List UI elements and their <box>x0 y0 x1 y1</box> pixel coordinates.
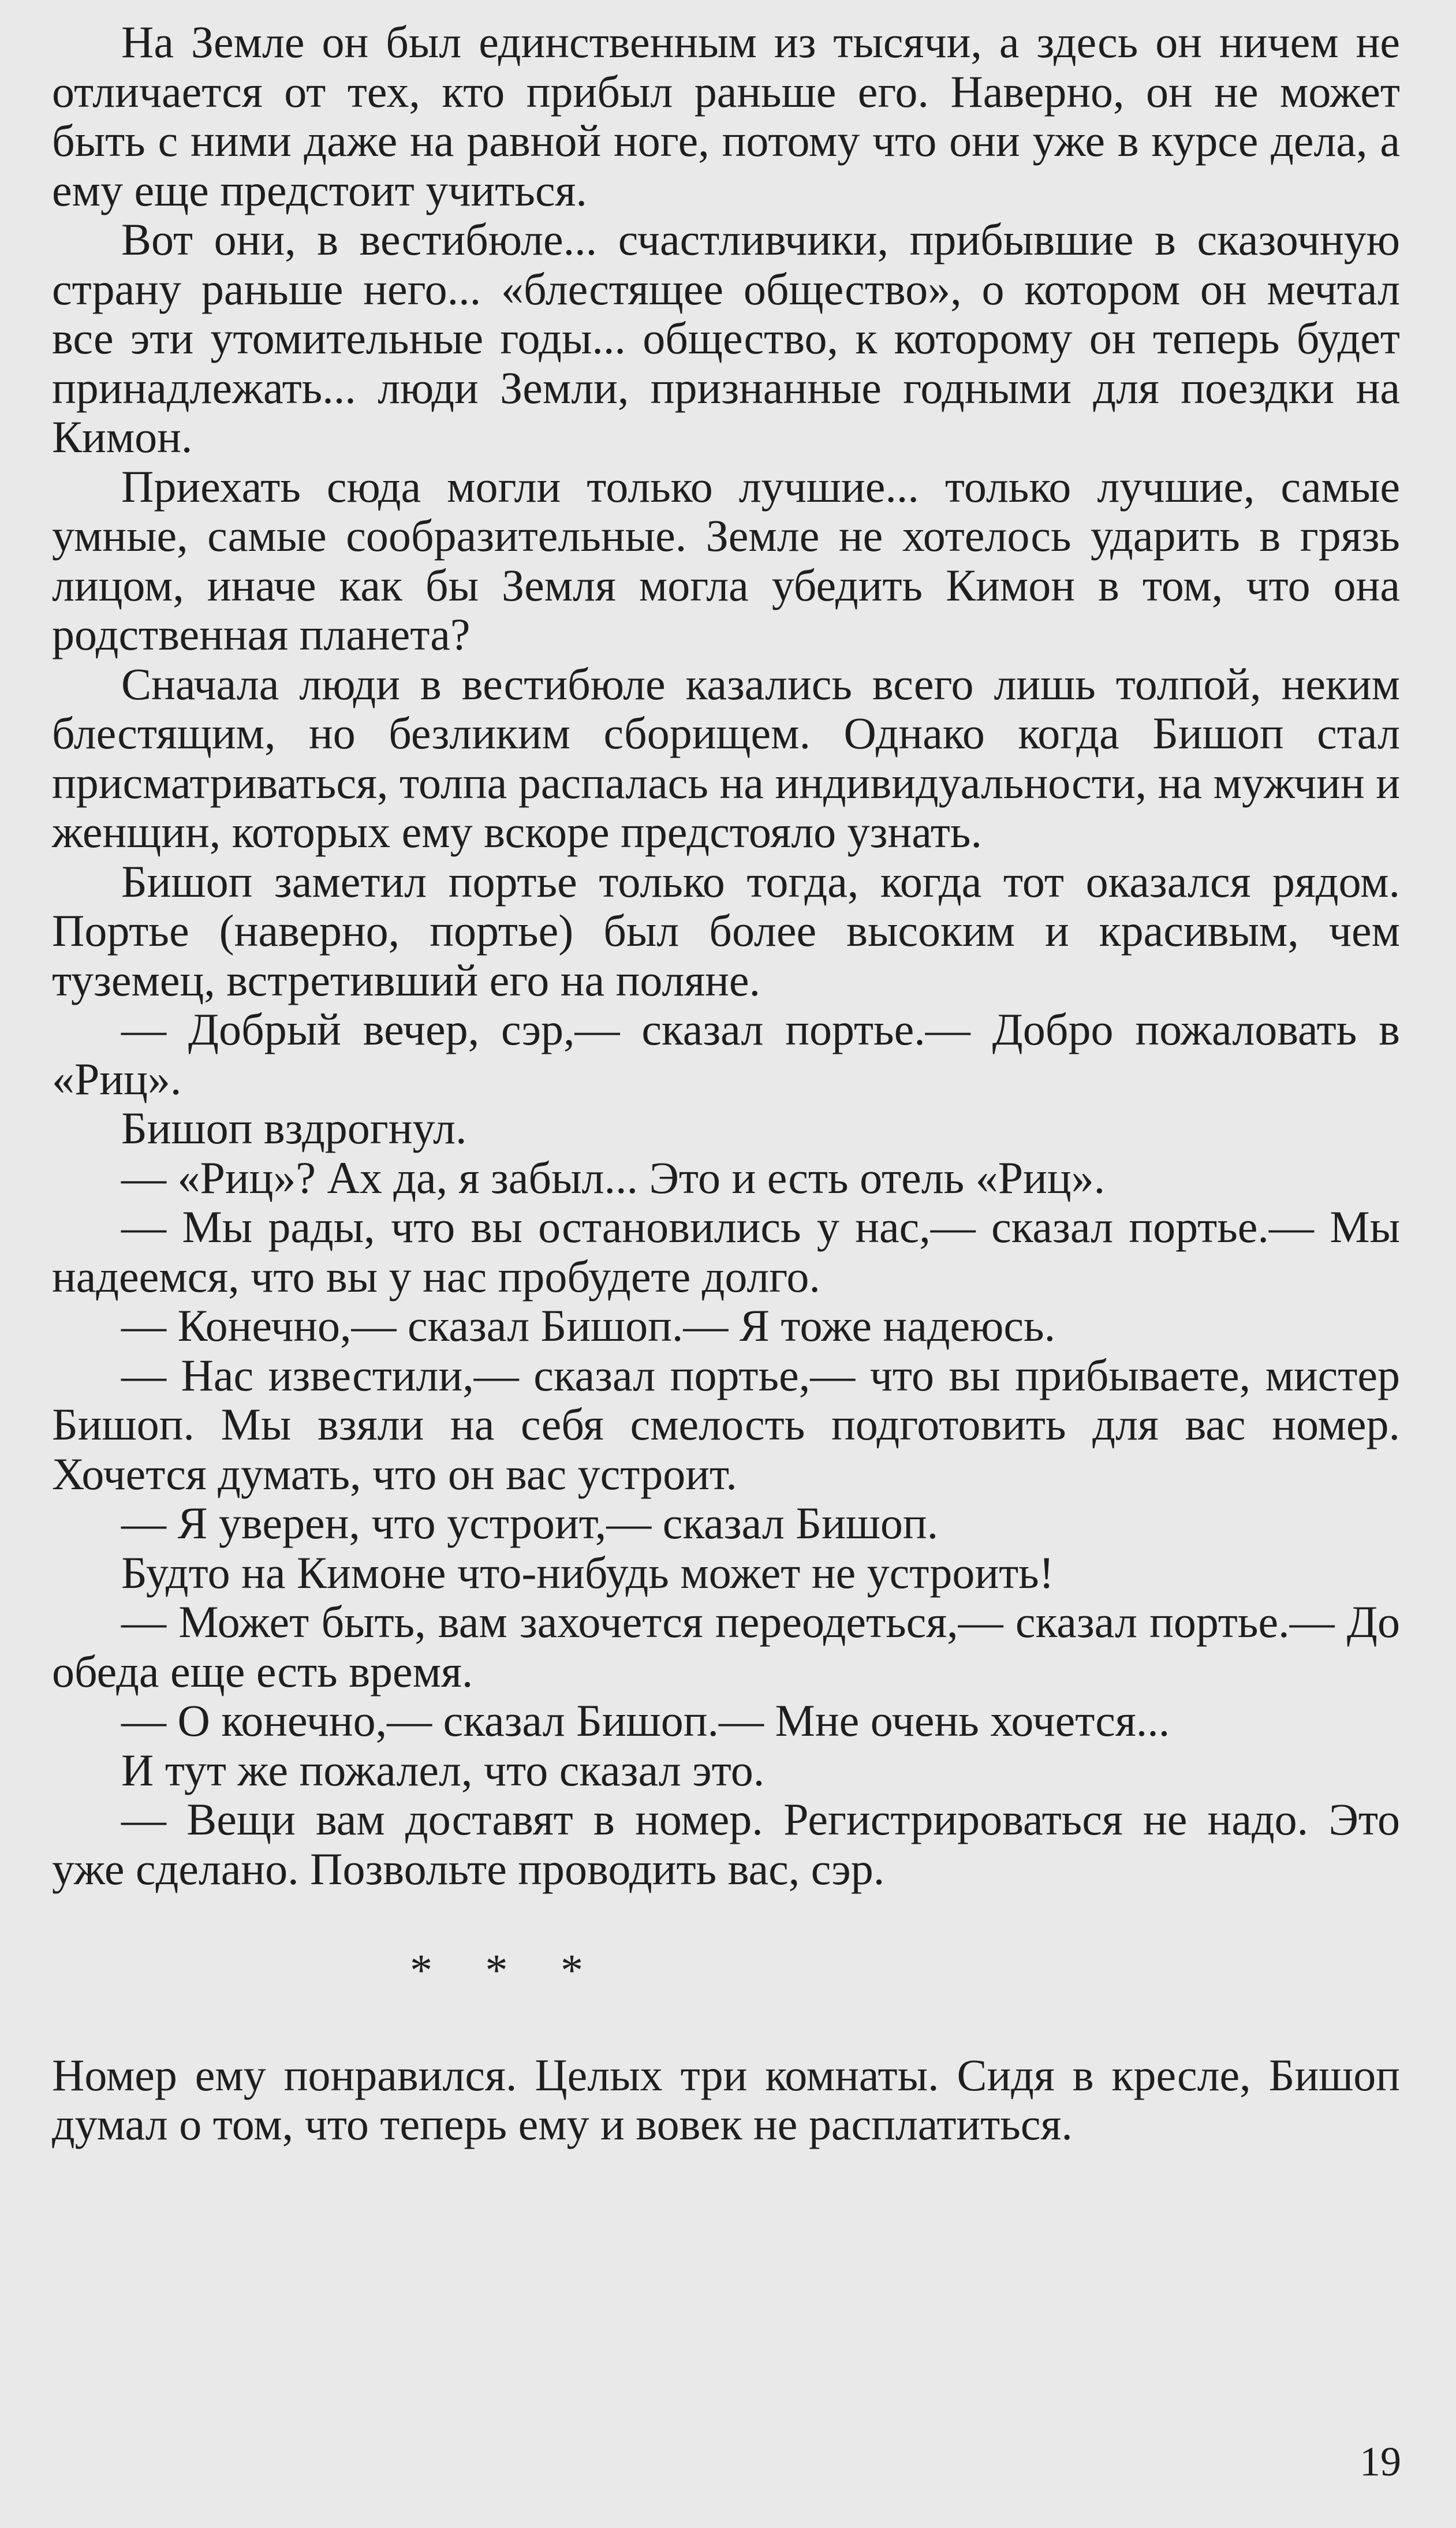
dialogue-line: — Вещи вам доставят в номер. Регистрироваться не надо. Это уже сделано. Позвольте проводить вас, сэр. <box>52 1794 1400 1894</box>
paragraph: Вот они, в вестибюле... счастливчики, прибывшие в сказочную страну раньше него... «блестящее общество», о котором он мечтал все эти утомительные годы... общество, к которому он теперь будет принадлежать... люди Земли, признанные годными для поездки на Кимон. <box>52 214 1400 462</box>
dialogue-line: — О конечно,— сказал Бишоп.— Мне очень хочется... <box>121 1695 1170 1746</box>
paragraph: Сначала люди в вестибюле казались всего лишь толпой, неким блестящим, но безликим сборищем. Однако когда Бишоп стал присматриваться, толпа распалась на индивидуальности, на мужчин и женщин, которых ему вскоре предстояло узнать. <box>52 658 1400 857</box>
paragraph: Будто на Кимоне что-нибудь может не устроить! <box>121 1547 1054 1598</box>
paragraph: И тут же пожалел, что сказал это. <box>121 1744 765 1795</box>
section-separator: * * * <box>410 1945 604 1995</box>
dialogue-line: — Я уверен, что устроит,— сказал Бишоп. <box>121 1498 939 1548</box>
dialogue-line: — Добрый вечер, сэр,— сказал портье.— Добро пожаловать в «Риц». <box>52 1004 1400 1104</box>
paragraph: На Земле он был единственным из тысячи, а здесь он ничем не отличается от тех, кто прибыл раньше его. Наверно, он не может быть с ними даже на равной ноге, потому что они уже в курсе дела, а ему еще предстоит учиться. <box>52 17 1400 215</box>
paragraph: Бишоп вздрогнул. <box>121 1103 467 1153</box>
paragraph: Приехать сюда могли только лучшие... только лучшие, самые умные, самые сообразительные. Земле не хотелось ударить в грязь лицом, иначе как бы Земля могла убедить Кимон в том, что она родственная планета? <box>52 461 1400 659</box>
dialogue-line: — Мы рады, что вы остановились у нас,— сказал портье.— Мы надеемся, что вы у нас пробудете долго. <box>52 1202 1400 1302</box>
dialogue-line: — Конечно,— сказал Бишоп.— Я тоже надеюсь. <box>121 1300 1056 1351</box>
page-body <box>52 17 1400 2149</box>
closing-paragraph: Номер ему понравился. Целых три комнаты. Сидя в кресле, Бишоп думал о том, что теперь ему и вовек не расплатиться. <box>52 2049 1400 2149</box>
paragraph: Бишоп заметил портье только тогда, когда тот оказался рядом. Портье (наверно, портье) был более высоким и красивым, чем туземец, встретивший его на поляне. <box>52 856 1400 1005</box>
dialogue-line: — Может быть, вам захочется переодеться,— сказал портье.— До обеда еще есть время. <box>52 1597 1400 1696</box>
page-number: 19 <box>1360 2438 1401 2485</box>
dialogue-line: — «Риц»? Ах да, я забыл... Это и есть отель «Риц». <box>121 1152 1106 1203</box>
dialogue-line: — Нас известили,— сказал портье,— что вы прибываете, мистер Бишоп. Мы взяли на себя смелость подготовить для вас номер. Хочется думать, что он вас устроит. <box>52 1349 1400 1499</box>
